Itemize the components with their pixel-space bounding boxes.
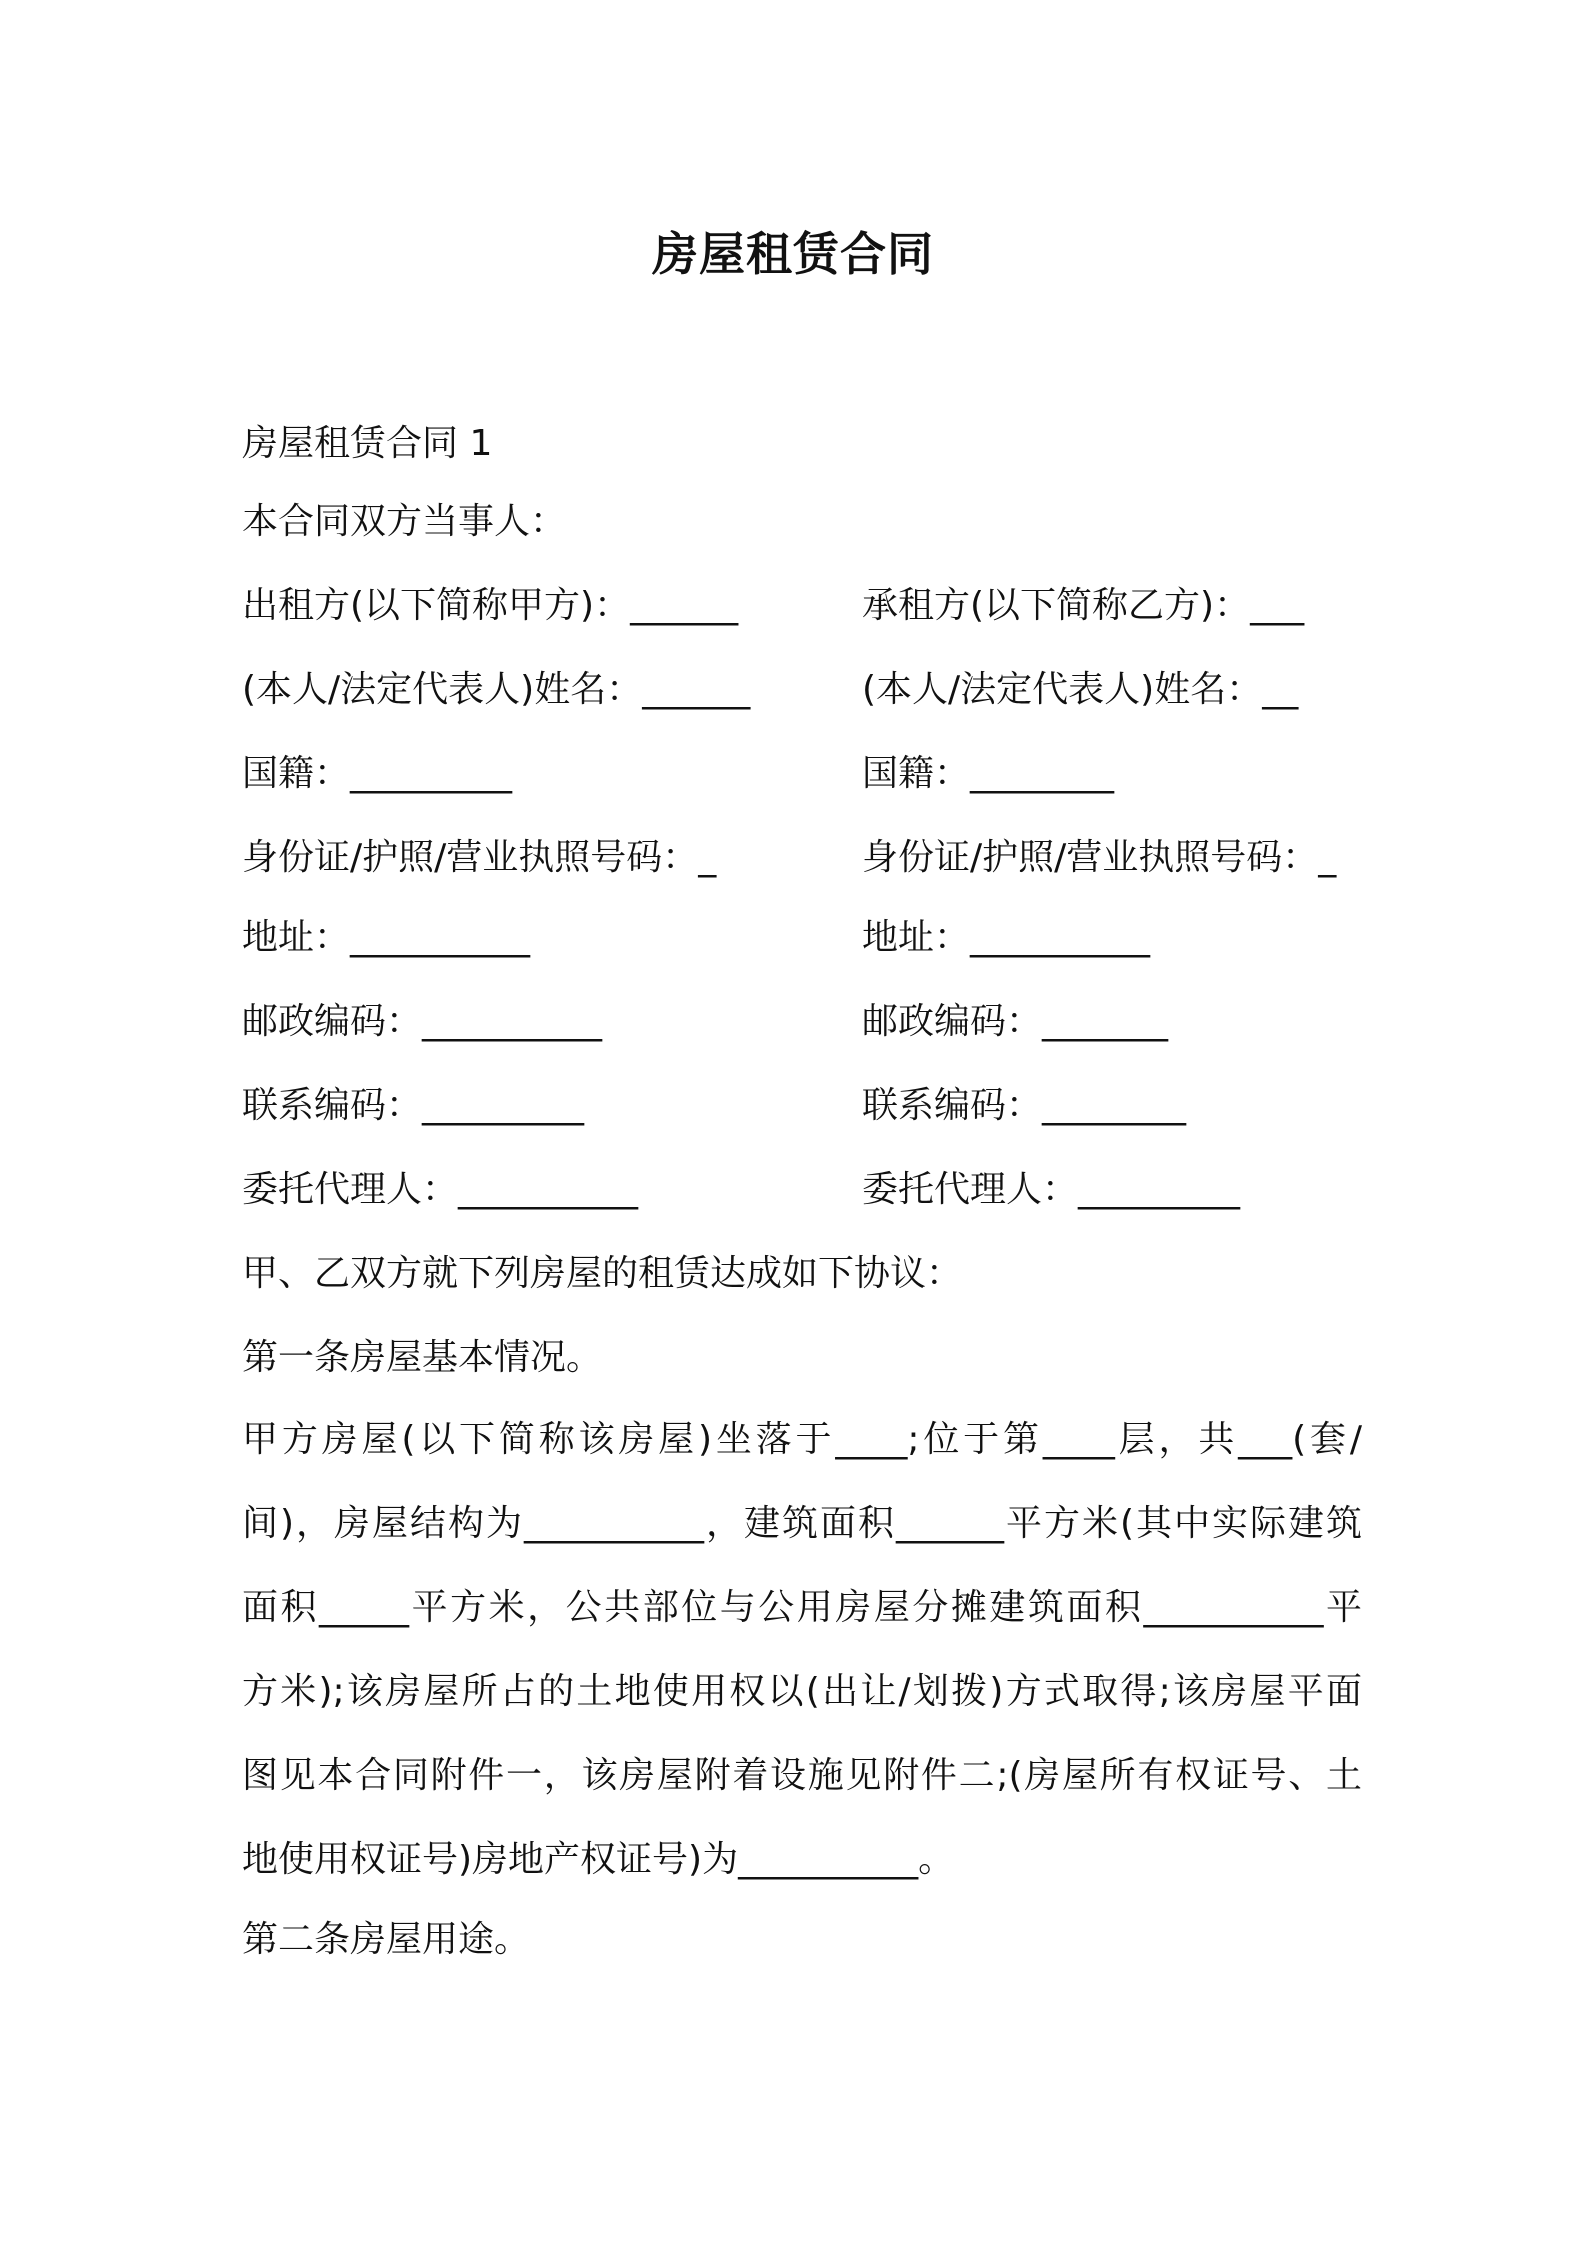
article1-line: 方米);该房屋所占的土地使用权以(出让/划拨)方式取得;该房屋平面 [242, 1671, 1362, 1712]
lessee-contact-field: 联系编码：________ [862, 1085, 1187, 1126]
lessor-address-field: 地址：__________ [242, 917, 531, 958]
article1-line: 图见本合同附件一，该房屋附着设施见附件二;(房屋所有权证号、土 [242, 1755, 1362, 1796]
article1-line: 甲方房屋(以下简称该房屋)坐落于____;位于第____层，共___(套/ [242, 1419, 1362, 1460]
lessee-field: 承租方(以下简称乙方)：___ [862, 585, 1305, 626]
article1-heading: 第一条房屋基本情况。 [242, 1337, 603, 1378]
article1-line: 面积_____平方米，公共部位与公用房屋分摊建筑面积__________平 [242, 1587, 1362, 1628]
lessor-nationality-field: 国籍：_________ [242, 753, 513, 794]
lessor-name-field: (本人/法定代表人)姓名：______ [242, 669, 751, 710]
parties-intro: 本合同双方当事人： [242, 501, 567, 542]
lessor-field: 出租方(以下简称甲方)：______ [242, 585, 739, 626]
lessee-name-field: (本人/法定代表人)姓名：__ [862, 669, 1299, 710]
contract-subtitle: 房屋租赁合同 1 [242, 423, 493, 464]
article1-paragraph [242, 1398, 1362, 1902]
lessee-nationality-field: 国籍：________ [862, 753, 1115, 794]
lessor-contact-field: 联系编码：_________ [242, 1085, 585, 1126]
lessee-agent-field: 委托代理人：_________ [862, 1169, 1241, 1210]
article1-line: 地使用权证号)房地产权证号)为__________。 [242, 1839, 955, 1880]
article2-heading: 第二条房屋用途。 [242, 1919, 531, 1960]
lessor-agent-field: 委托代理人：__________ [242, 1169, 639, 1210]
agreement-intro: 甲、乙双方就下列房屋的租赁达成如下协议： [242, 1253, 963, 1294]
document-title: 房屋租赁合同 [652, 227, 934, 281]
article1-line: 间)，房屋结构为__________，建筑面积______平方米(其中实际建筑 [242, 1503, 1362, 1544]
lessor-postcode-field: 邮政编码：__________ [242, 1001, 603, 1042]
lessee-address-field: 地址：__________ [862, 917, 1151, 958]
lessor-id-field: 身份证/护照/营业执照号码：_ [242, 837, 717, 878]
lessee-postcode-field: 邮政编码：_______ [862, 1001, 1169, 1042]
lessee-id-field: 身份证/护照/营业执照号码：_ [862, 837, 1337, 878]
